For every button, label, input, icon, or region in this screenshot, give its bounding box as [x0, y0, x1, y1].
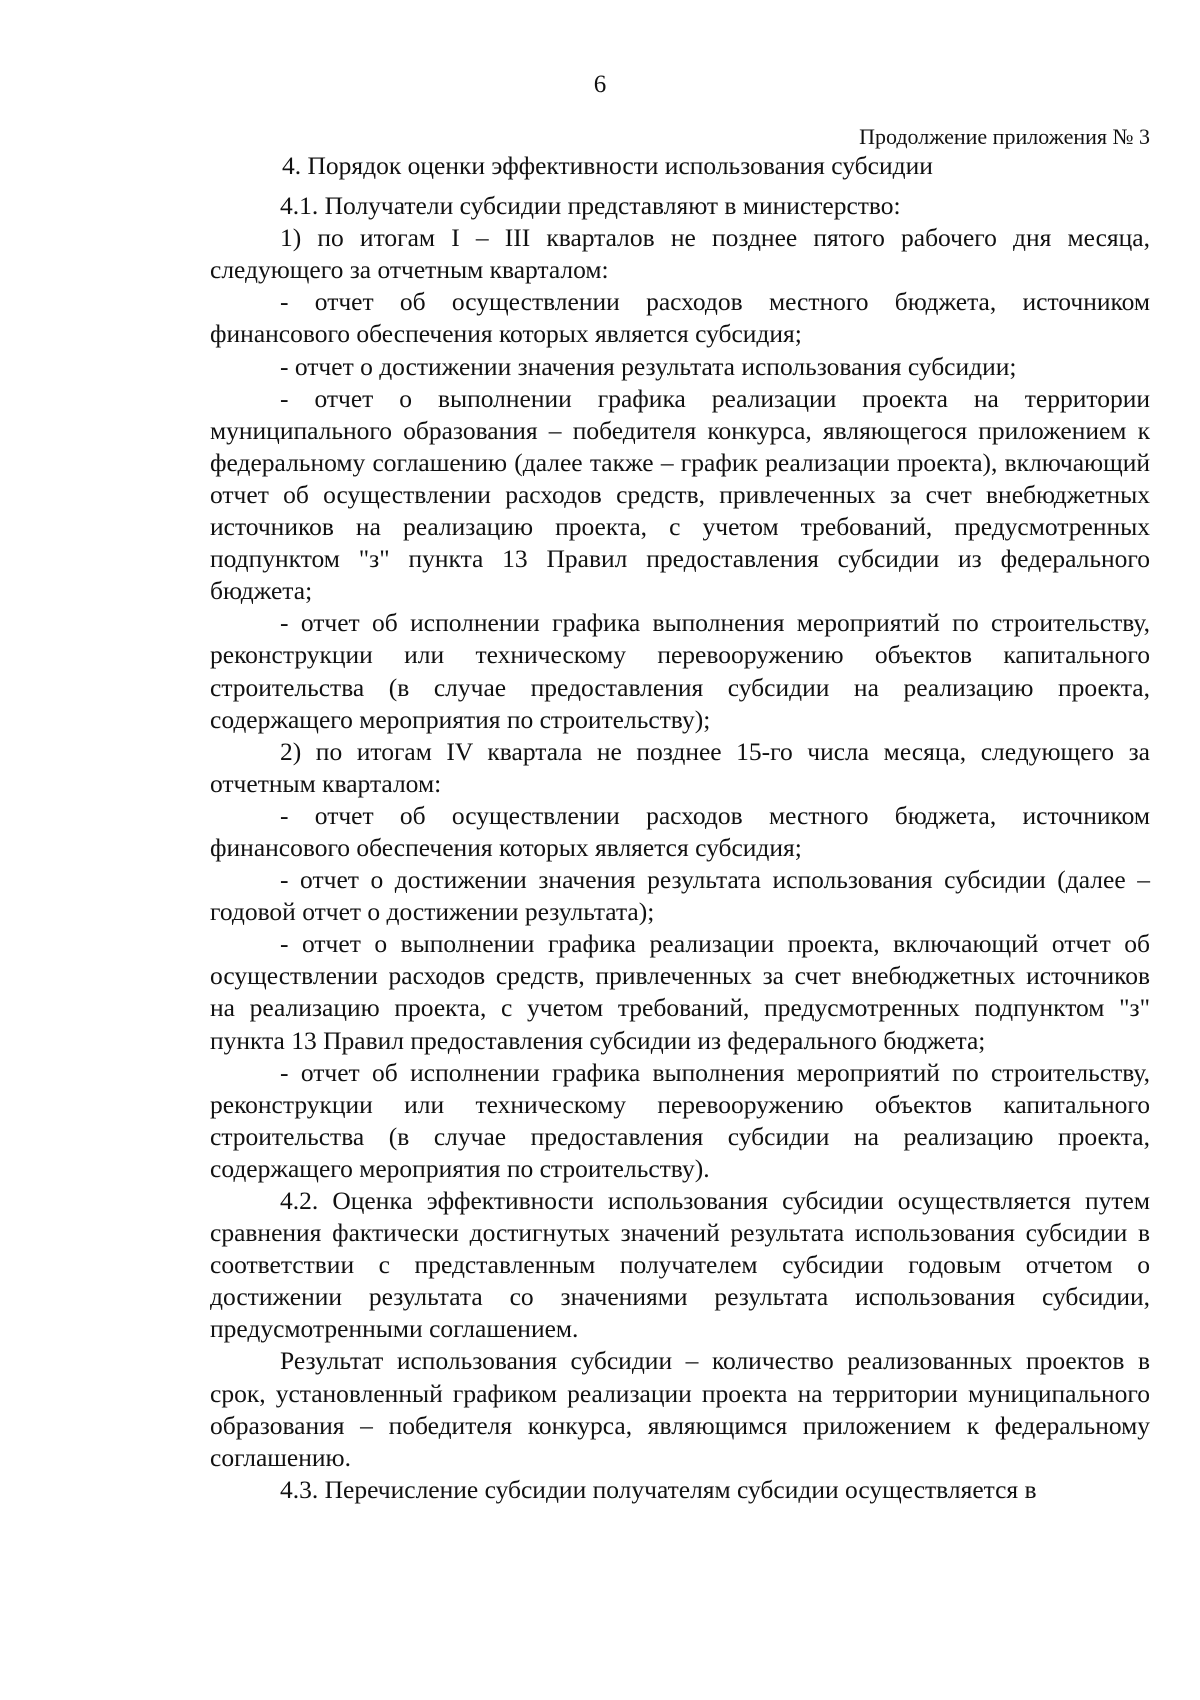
paragraph: 4.2. Оценка эффективности использования субсидии осуществляется путем сравнения фактически достигнутых значений результата использования субсидии в соответствии с представленным получателем субсидии годовым отчетом о достижении результата со значениями результата использования субсидии, предусмотренными соглашением.	[210, 1186, 1150, 1344]
paragraph: - отчет об исполнении графика выполнения мероприятий по строительству, реконструкции или техническому перевооружению объектов капитального строительства (в случае предоставления субсидии на реализацию проекта, содержащего мероприятия по строительству).	[210, 1057, 1150, 1183]
paragraph: - отчет о выполнении графика реализации проекта на территории муниципального образования – победителя конкурса, являющегося приложением к федеральному соглашению (далее также – график реализации проекта), включающий отчет об осуществлении расходов средств, привлеченных за счет внебюджетных источников на реализацию проекта, с учетом требований, предусмотренных подпунктом "з" пункта 13 Правил предоставления субсидии из федерального бюджета;	[210, 383, 1150, 606]
appendix-note: Продолжение приложения № 3	[859, 124, 1150, 149]
page-number: 6	[593, 71, 607, 98]
paragraph: 1) по итогам I – III кварталов не позднее пятого рабочего дня месяца, следующего за отчетным кварталом:	[210, 223, 1150, 285]
paragraph: 4.1. Получатели субсидии представляют в министерство:	[280, 191, 901, 221]
paragraph: 2) по итогам IV квартала не позднее 15-го числа месяца, следующего за отчетным кварталом:	[210, 736, 1150, 798]
section-heading: 4. Порядок оценки эффективности использования субсидии	[282, 151, 933, 180]
paragraph: - отчет о выполнении графика реализации проекта, включающий отчет об осуществлении расходов средств, привлеченных за счет внебюджетных источников на реализацию проекта, с учетом требований, предусмотренных подпунктом "з" пункта 13 Правил предоставления субсидии из федерального бюджета;	[210, 929, 1150, 1055]
paragraph: 4.3. Перечисление субсидии получателям субсидии осуществляется в	[280, 1474, 1037, 1504]
document-body	[210, 150, 1150, 1506]
paragraph: Результат использования субсидии – количество реализованных проектов в срок, установленный графиком реализации проекта на территории муниципального образования – победителя конкурса, являющимся приложением к федеральному соглашению.	[210, 1346, 1150, 1472]
paragraph: - отчет об исполнении графика выполнения мероприятий по строительству, реконструкции или техническому перевооружению объектов капитального строительства (в случае предоставления субсидии на реализацию проекта, содержащего мероприятия по строительству);	[210, 608, 1150, 734]
paragraph: - отчет о достижении значения результата использования субсидии;	[280, 351, 1017, 381]
paragraph: - отчет о достижении значения результата использования субсидии (далее – годовой отчет о достижении результата);	[210, 865, 1150, 927]
paragraph: - отчет об осуществлении расходов местного бюджета, источником финансового обеспечения которых является субсидия;	[210, 287, 1150, 349]
paragraph: - отчет об осуществлении расходов местного бюджета, источником финансового обеспечения которых является субсидия;	[210, 800, 1150, 862]
